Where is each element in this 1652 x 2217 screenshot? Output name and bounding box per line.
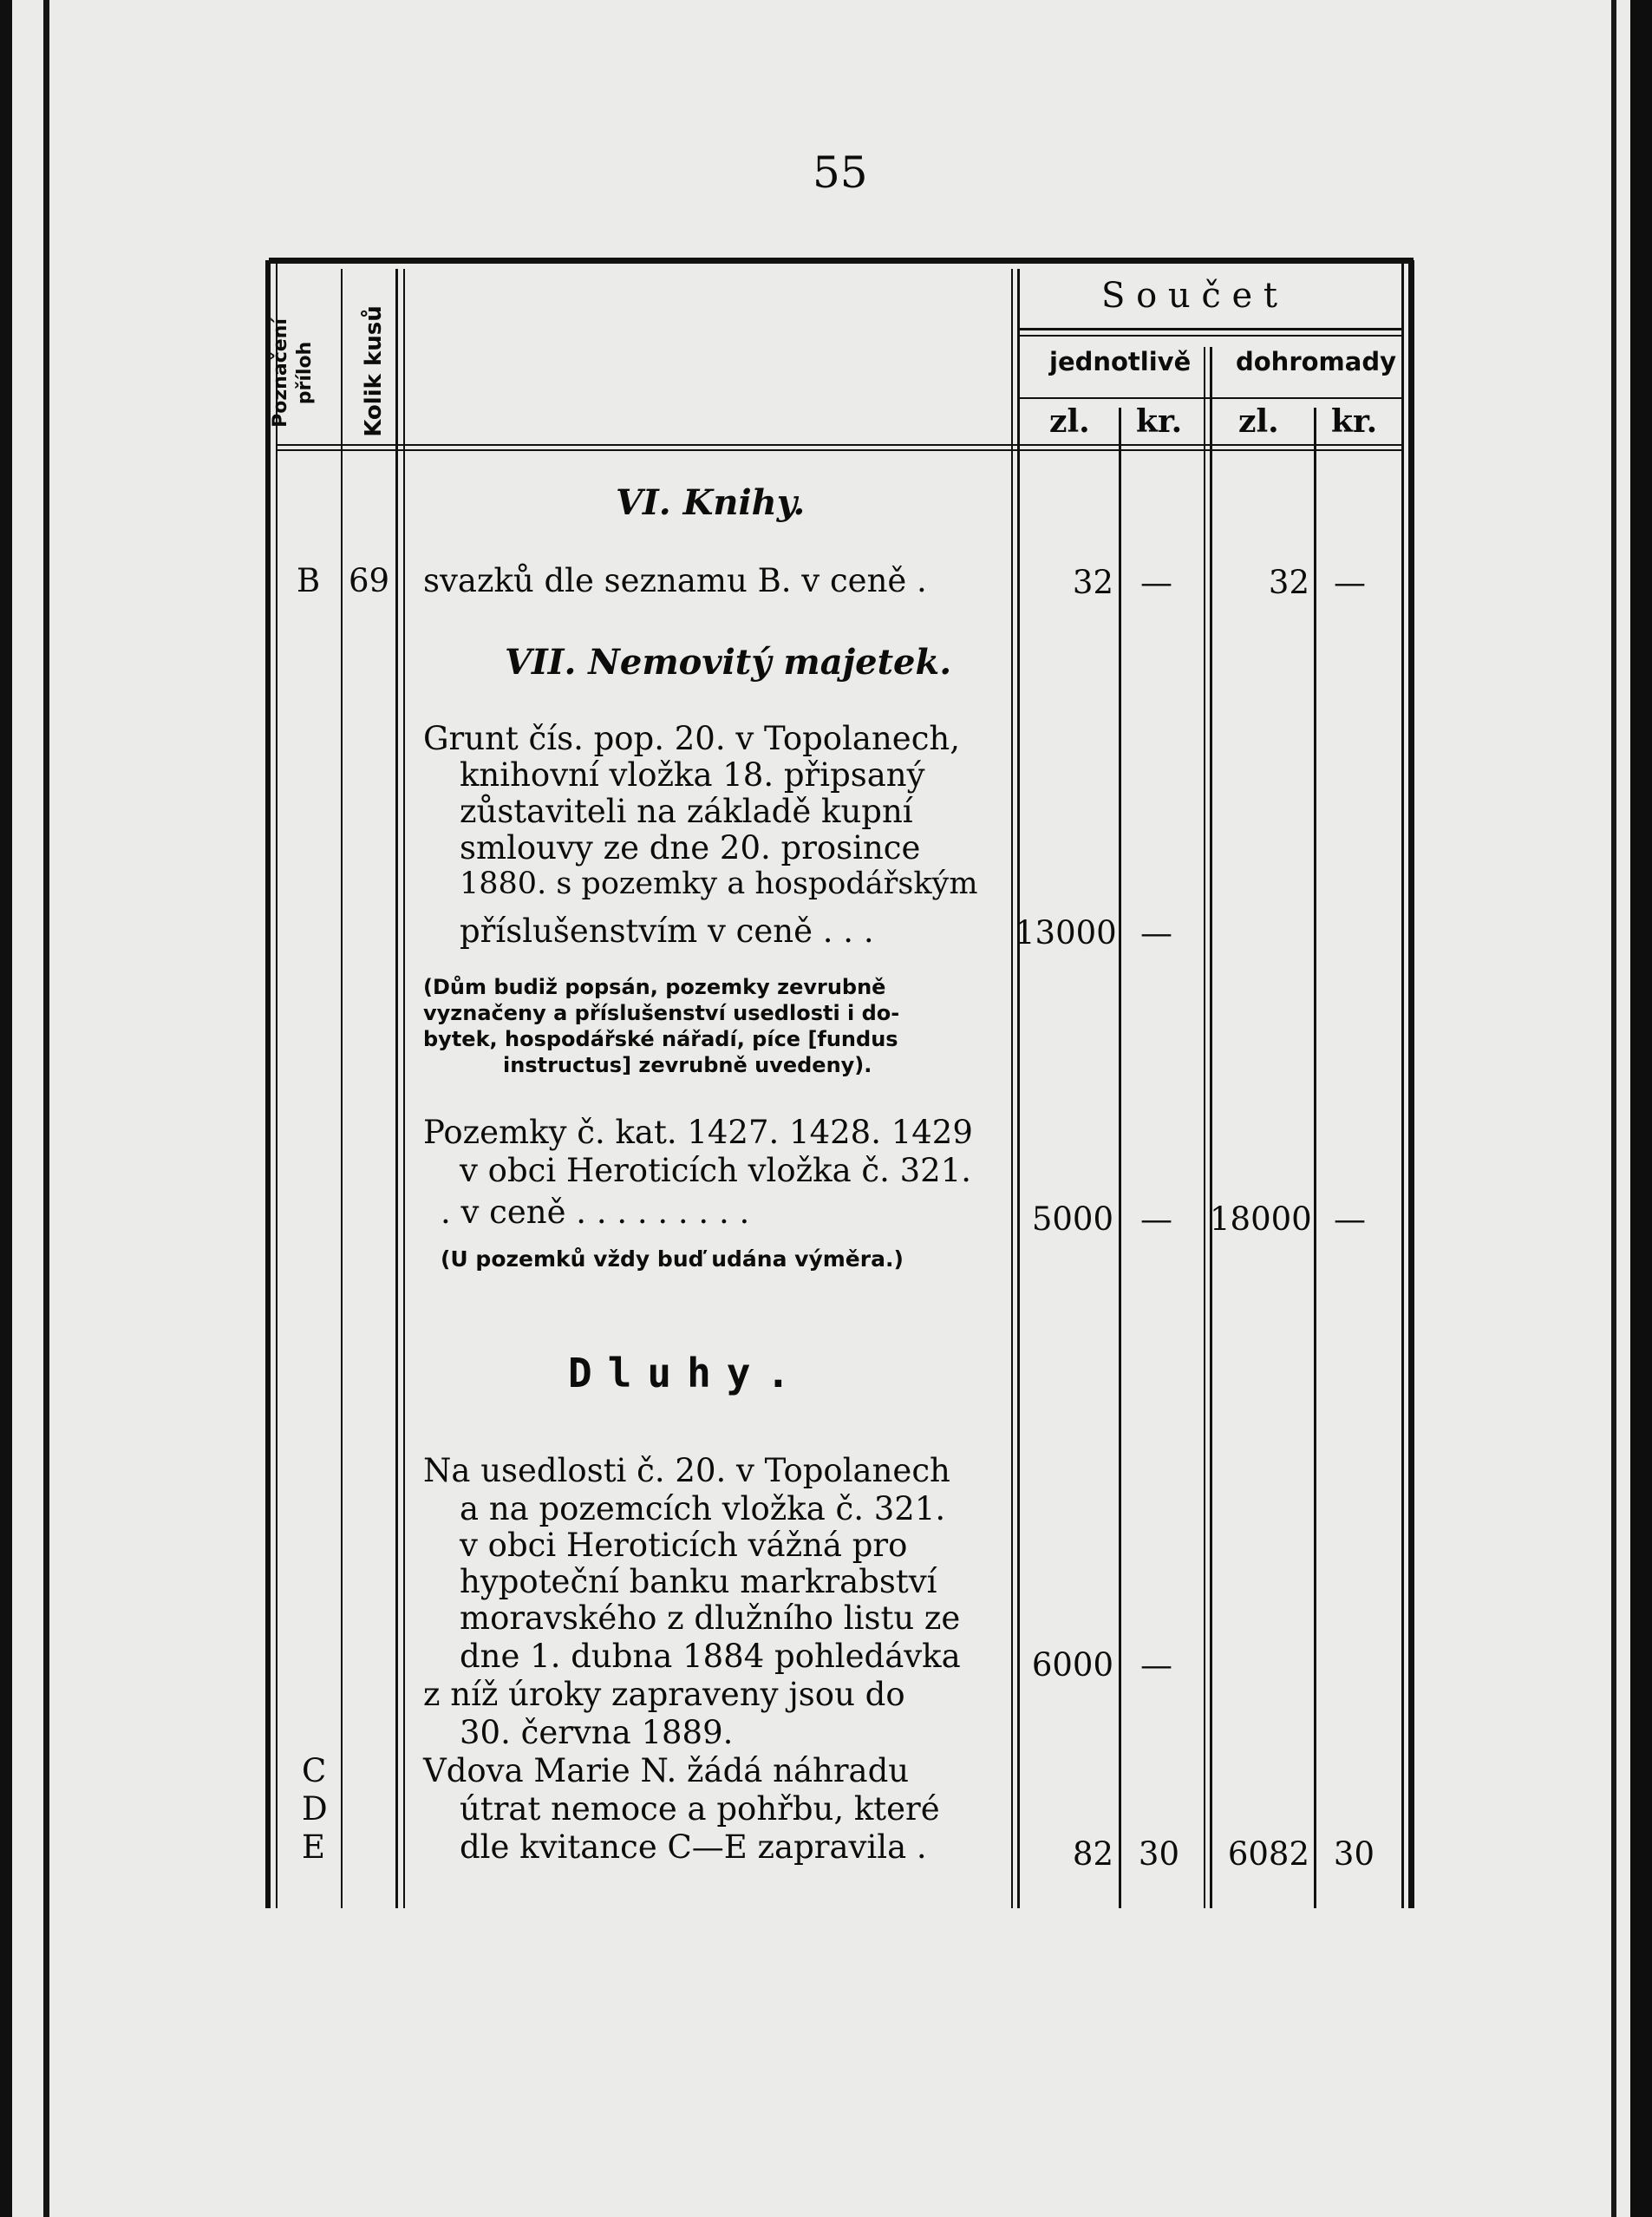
scan-edge-left	[0, 0, 12, 2217]
knihy-doh-kr: —	[1334, 564, 1366, 601]
header-soucet: S o u č e t	[1101, 276, 1277, 316]
header-kr-jednotlive: kr.	[1136, 403, 1183, 440]
dluh2-line: útrat nemoce a pohřbu, které	[460, 1790, 940, 1828]
header-jednotlive: jednotlivě	[1049, 347, 1192, 376]
header-poznaceni-priloh: Poznačení příloh	[270, 318, 316, 428]
dluh1-line: v obci Heroticích vážná pro	[460, 1527, 908, 1564]
section-title-nemovity: VII. Nemovitý majetek.	[505, 642, 952, 683]
header-dohromady: dohromady	[1236, 347, 1397, 376]
dluh2-doh-zl: 6082	[1227, 1835, 1309, 1873]
knihy-priloha: B	[297, 562, 321, 599]
knihy-doh-zl: 32	[1268, 564, 1309, 601]
pozemky-note: (U pozemků vždy buď udána výměra.)	[441, 1246, 904, 1272]
grunt-line: smlouvy ze dne 20. prosince	[460, 829, 921, 867]
dluh2-doh-kr: 30	[1333, 1835, 1374, 1873]
grunt-note-line: (Dům budiž popsán, pozemky zevrubně	[423, 975, 886, 999]
scan-edge-right	[1630, 0, 1652, 2217]
grunt-note-line: instructus] zevrubně uvedeny).	[503, 1053, 872, 1077]
dluh1-line: dne 1. dubna 1884 pohledávka	[460, 1638, 961, 1675]
dluh1-line: a na pozemcích vložka č. 321.	[460, 1490, 946, 1527]
dluh1-jedn-zl: 6000	[1031, 1646, 1113, 1684]
knihy-jedn-kr: —	[1140, 564, 1172, 601]
grunt-line: zůstaviteli na základě kupní	[460, 793, 913, 830]
pozemky-jedn-kr: —	[1140, 1200, 1172, 1238]
header-kolik-kusu: Kolik kusů	[361, 305, 387, 437]
pozemky-doh-kr: —	[1334, 1200, 1366, 1238]
grunt-jedn-kr: —	[1140, 914, 1172, 952]
section-title-knihy: VI. Knihy.	[616, 482, 806, 523]
dluh2-line: Vdova Marie N. žádá náhradu	[423, 1752, 910, 1789]
grunt-note-line: vyznačeny a příslušenství usedlosti i do-	[423, 1001, 900, 1025]
section-title-dluhy: Dluhy.	[568, 1350, 806, 1396]
dluh2-priloha-d: D	[302, 1790, 328, 1828]
grunt-line: příslušenstvím v ceně . . .	[460, 912, 874, 950]
grunt-line: knihovní vložka 18. připsaný	[460, 756, 925, 794]
dluh2-line: dle kvitance C—E zapravila .	[460, 1828, 927, 1866]
dluh1-line: moravského z dlužního listu ze	[460, 1599, 961, 1637]
dluh2-jedn-kr: 30	[1138, 1835, 1179, 1873]
grunt-line: 1880. s pozemky a hospodářským	[460, 867, 978, 901]
dluh2-jedn-zl: 82	[1072, 1835, 1113, 1873]
pozemky-line: . v ceně . . . . . . . . .	[441, 1194, 750, 1231]
header-zl-jednotlive: zl.	[1049, 403, 1090, 440]
pozemky-doh-zl: 18000	[1210, 1200, 1312, 1238]
grunt-jedn-zl: 13000	[1015, 914, 1117, 952]
dluh1-jedn-kr: —	[1140, 1646, 1172, 1684]
pozemky-jedn-zl: 5000	[1031, 1200, 1113, 1238]
scan-edge-right-line	[1611, 0, 1616, 2217]
dluh1-line: z níž úroky zapraveny jsou do	[423, 1676, 905, 1713]
scan-edge-line	[43, 0, 49, 2217]
pozemky-line: v obci Heroticích vložka č. 321.	[460, 1152, 972, 1189]
grunt-note-line: bytek, hospodářské nářadí, píce [fundus	[423, 1027, 898, 1051]
knihy-kusu: 69	[349, 562, 390, 599]
knihy-jedn-zl: 32	[1072, 564, 1113, 601]
dluh2-priloha-c: C	[302, 1752, 327, 1789]
dluh1-line: Na usedlosti č. 20. v Topolanech	[423, 1452, 950, 1489]
dluh2-priloha-e: E	[302, 1828, 326, 1866]
page-number: 55	[813, 147, 868, 198]
knihy-text: svazků dle seznamu B. v ceně .	[423, 562, 927, 599]
dluh1-line: 30. června 1889.	[460, 1714, 734, 1751]
grunt-line: Grunt čís. pop. 20. v Topolanech,	[423, 720, 961, 757]
pozemky-line: Pozemky č. kat. 1427. 1428. 1429	[423, 1114, 973, 1151]
dluh1-line: hypoteční banku markrabství	[460, 1563, 937, 1600]
header-zl-dohromady: zl.	[1238, 403, 1279, 440]
header-kr-dohromady: kr.	[1331, 403, 1378, 440]
